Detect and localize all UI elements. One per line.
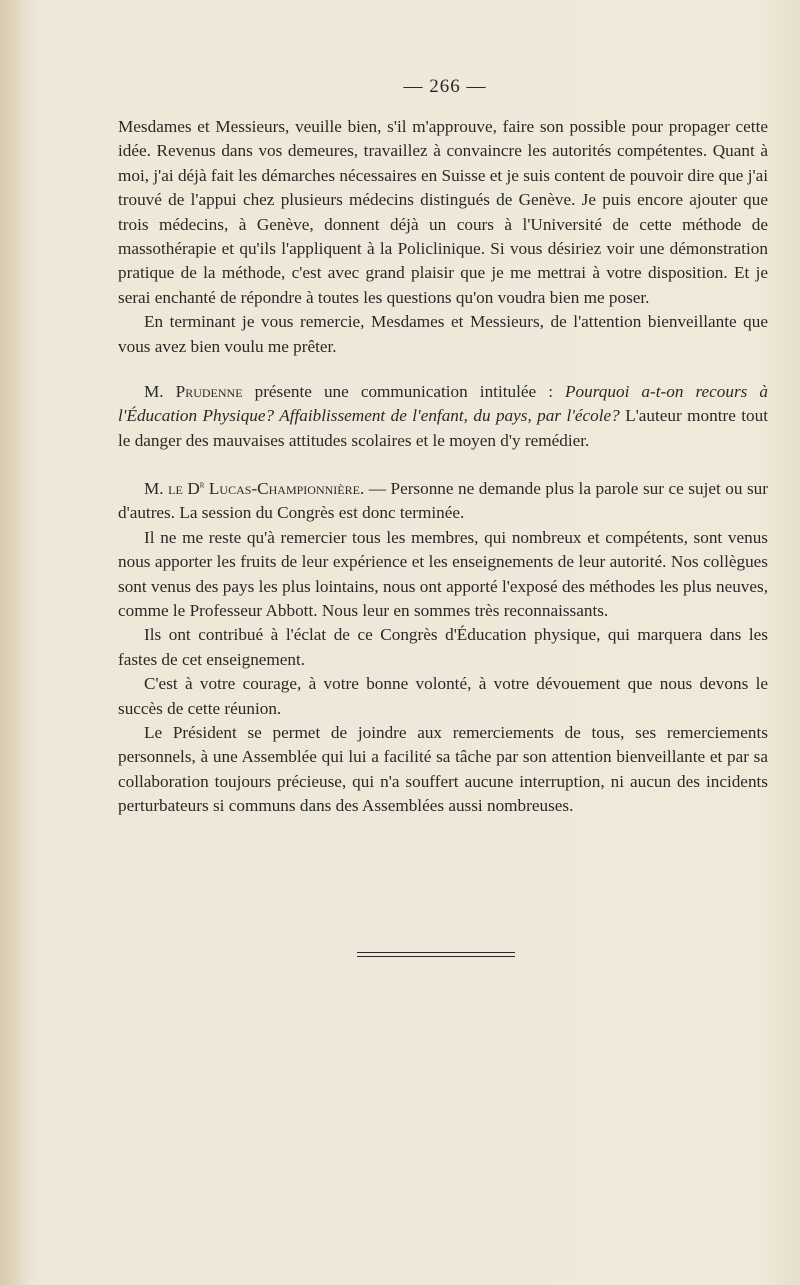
speaker-name: Prudenne: [175, 382, 243, 401]
end-rule: [357, 952, 515, 957]
speech-conclusion: [118, 115, 768, 359]
page-number: — 266 —: [403, 76, 487, 97]
text: présente une communication intitulée :: [242, 382, 566, 401]
paragraph: Le Président se permet de joindre aux remerciements de tous, ses remerciements personnels, à une Assemblée qui lui a facilité sa tâche par son attention bienveillante et par sa collaboration toujours précieuse, qui n'a souffert aucune interruption, ni aucun des incidents perturbateurs si communs dans des Assemblées aussi nombreuses.: [118, 723, 768, 816]
paragraph: Ils ont contribué à l'éclat de ce Congrès d'Éducation physique, qui marquera dans les fastes de cet enseignement.: [118, 625, 768, 669]
page-binding-shadow: [0, 0, 30, 1285]
closing-remarks: [118, 477, 768, 819]
paragraph: En terminant je vous remercie, Mesdames et Messieurs, de l'attention bienveillante que vous avez bien voulu me prêter.: [118, 312, 768, 356]
prudenne-communication: [118, 380, 768, 453]
speaker-prefix: M.: [144, 382, 176, 401]
text: L'auteur montre tout le danger des mauvaises attitudes scolaires et le moyen d'y remédier.: [118, 406, 768, 450]
paragraph: [118, 380, 768, 453]
paragraph: Mesdames et Messieurs, veuille bien, s'il m'approuve, faire son possible pour propager cette idée. Revenus dans vos demeures, travaillez à convaincre les autorités compétentes. Quant à moi, j'ai déjà fait les démarches nécessaires en Suisse et je suis content de pouvoir dire que j'ai trouvé de l'appui chez plusieurs médecins distingués de Genève. Je puis encore ajouter que trois médecins, à Genève, donnent déjà un cours à l'Université de cette méthode de massothérapie et qu'ils l'appliquent à la Policlinique. Si vous désiriez voir une démonstration pratique de la méthode, c'est avec grand plaisir que je me mettrai à votre disposition. Et je serai enchanté de répondre à toutes les questions qu'on voudra bien me poser.: [118, 117, 768, 307]
paragraph: C'est à votre courage, à votre bonne volonté, à votre dévouement que nous devons le succès de cette réunion.: [118, 674, 768, 718]
speaker-name: le $D^r$ Lucas-Championnière.: [168, 479, 365, 498]
speaker-prefix: M.: [144, 479, 169, 498]
communication-title: Pourquoi a-t-on recours à l'Éducation Physique? Affaiblissement de l'enfant, du pays, par l'école?: [118, 382, 769, 426]
paragraph: Il ne me reste qu'à remercier tous les membres, qui nombreux et compétents, sont venus nous apporter les fruits de leur expérience et les enseignements de leur autorité. Nos collègues sont venus des pays les plus lointains, nous ont apporté l'exposé des méthodes les plus neuves, comme le Professeur Abbott. Nous leur en sommes très reconnaissants.: [118, 527, 768, 621]
text: — Personne ne demande plus la parole sur ce sujet ou sur d'autres. La session du Congrès est donc terminée.: [118, 479, 769, 523]
paragraph: [118, 477, 768, 526]
